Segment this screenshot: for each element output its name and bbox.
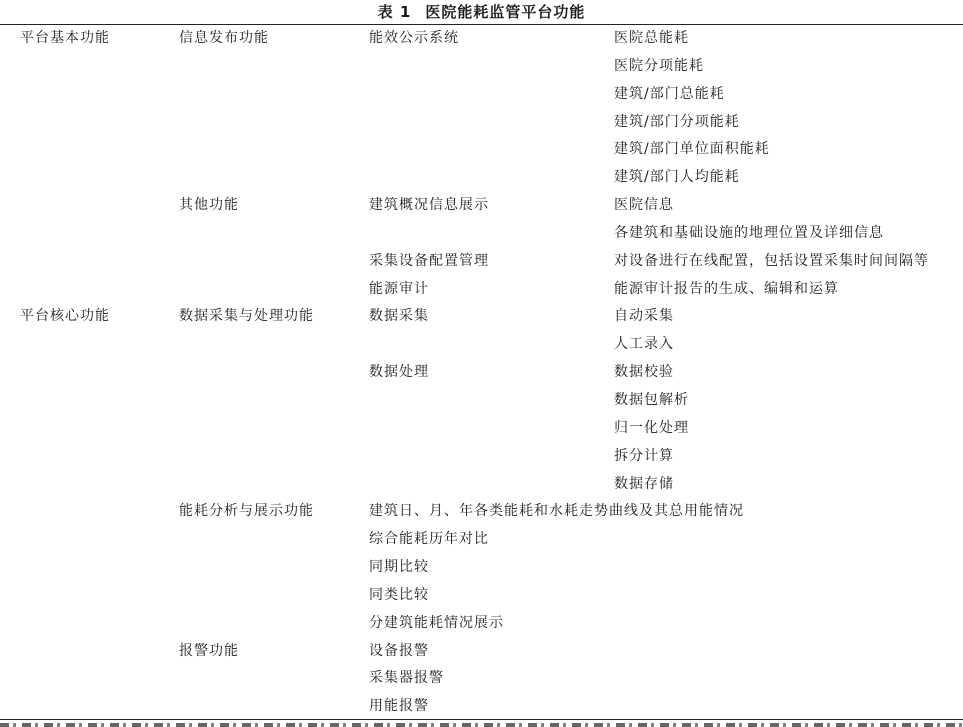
subfunction-cell: 分建筑能耗情况展示 bbox=[369, 614, 504, 631]
table-row bbox=[0, 387, 963, 415]
function-module-cell: 数据采集与处理功能 bbox=[179, 308, 314, 325]
table-row bbox=[0, 526, 963, 554]
table-row bbox=[0, 53, 963, 81]
function-module-cell bbox=[179, 53, 369, 81]
detail-item-cell: 医院分项能耗 bbox=[614, 57, 704, 74]
subfunction-cell: 设备报警 bbox=[369, 642, 429, 659]
subfunction-cell bbox=[369, 415, 614, 443]
platform-category-cell bbox=[0, 81, 179, 109]
subfunction-cell bbox=[369, 109, 614, 137]
detail-item-cell: 建筑/部门人均能耗 bbox=[614, 169, 740, 186]
platform-category-cell bbox=[0, 610, 179, 638]
table-row bbox=[0, 498, 963, 526]
platform-category-cell bbox=[0, 582, 179, 610]
function-module-cell bbox=[179, 248, 369, 276]
function-module-cell bbox=[179, 220, 369, 248]
function-module-cell bbox=[179, 693, 369, 721]
function-module-cell bbox=[179, 526, 369, 554]
function-module-cell: 报警功能 bbox=[179, 642, 239, 659]
table-row bbox=[0, 220, 963, 248]
subfunction-cell bbox=[369, 164, 614, 192]
table-row bbox=[0, 582, 963, 610]
platform-category-cell bbox=[0, 53, 179, 81]
detail-item-cell: 自动采集 bbox=[614, 308, 674, 325]
table-row bbox=[0, 248, 963, 276]
subfunction-cell: 同类比较 bbox=[369, 586, 429, 603]
function-module-cell bbox=[179, 276, 369, 304]
subfunction-cell: 同期比较 bbox=[369, 559, 429, 576]
table-number: 表 1 bbox=[377, 3, 412, 21]
platform-category-cell bbox=[0, 554, 179, 582]
detail-item-cell: 数据存储 bbox=[614, 475, 674, 492]
subfunction-cell: 能效公示系统 bbox=[369, 30, 459, 46]
detail-item-cell bbox=[614, 638, 963, 666]
table-row bbox=[0, 25, 963, 53]
platform-category-cell: 平台基本功能 bbox=[20, 30, 110, 46]
subfunction-cell bbox=[369, 443, 614, 471]
detail-item-cell bbox=[614, 554, 963, 582]
detail-item-cell bbox=[614, 582, 963, 610]
platform-category-cell bbox=[0, 415, 179, 443]
detail-item-cell: 医院总能耗 bbox=[614, 30, 689, 46]
detail-item-cell: 数据校验 bbox=[614, 364, 674, 381]
function-module-cell bbox=[179, 554, 369, 582]
platform-category-cell bbox=[0, 471, 179, 499]
detail-item-cell: 拆分计算 bbox=[614, 447, 674, 464]
subfunction-cell bbox=[369, 471, 614, 499]
detail-item-cell: 数据包解析 bbox=[614, 391, 689, 408]
table-title: 医院能耗监管平台功能 bbox=[425, 3, 586, 21]
detail-item-cell: 归一化处理 bbox=[614, 419, 689, 436]
table-caption bbox=[0, 0, 963, 24]
function-module-cell: 信息发布功能 bbox=[179, 30, 269, 46]
table-row bbox=[0, 136, 963, 164]
function-module-cell bbox=[179, 331, 369, 359]
platform-category-cell bbox=[0, 693, 179, 721]
table-row bbox=[0, 471, 963, 499]
detail-item-cell: 人工录入 bbox=[614, 336, 674, 353]
function-module-cell bbox=[179, 471, 369, 499]
subfunction-cell bbox=[369, 387, 614, 415]
subfunction-cell: 能源审计 bbox=[369, 280, 429, 297]
subfunction-cell bbox=[369, 136, 614, 164]
subfunction-cell: 综合能耗历年对比 bbox=[369, 531, 489, 548]
table-row bbox=[0, 359, 963, 387]
function-module-cell bbox=[179, 610, 369, 638]
detail-item-cell: 建筑/部门总能耗 bbox=[614, 85, 725, 102]
subfunction-cell: 建筑概况信息展示 bbox=[369, 197, 489, 214]
subfunction-cell bbox=[369, 331, 614, 359]
detail-item-cell bbox=[614, 610, 963, 638]
platform-category-cell bbox=[0, 498, 179, 526]
platform-category-cell bbox=[0, 136, 179, 164]
table-row bbox=[0, 192, 963, 220]
function-module-cell bbox=[179, 415, 369, 443]
function-module-cell bbox=[179, 443, 369, 471]
detail-item-cell bbox=[614, 693, 963, 721]
subfunction-cell bbox=[369, 81, 614, 109]
platform-category-cell bbox=[0, 526, 179, 554]
detail-item-cell bbox=[614, 665, 963, 693]
function-module-cell bbox=[179, 387, 369, 415]
table-row bbox=[0, 164, 963, 192]
function-module-cell bbox=[179, 136, 369, 164]
table-row bbox=[0, 276, 963, 304]
detail-item-cell: 各建筑和基础设施的地理位置及详细信息 bbox=[614, 224, 884, 241]
table-row bbox=[0, 554, 963, 582]
table-row bbox=[0, 610, 963, 638]
detail-item-cell: 建筑/部门单位面积能耗 bbox=[614, 141, 770, 158]
platform-category-cell bbox=[0, 331, 179, 359]
subfunction-cell: 数据处理 bbox=[369, 364, 429, 381]
cropped-next-line bbox=[0, 720, 963, 727]
platform-category-cell: 平台核心功能 bbox=[20, 308, 110, 325]
function-module-cell: 其他功能 bbox=[179, 197, 239, 214]
table-row bbox=[0, 331, 963, 359]
platform-category-cell bbox=[0, 192, 179, 220]
function-module-cell bbox=[179, 81, 369, 109]
subfunction-cell: 建筑日、月、年各类能耗和水耗走势曲线及其总用能情况 bbox=[369, 503, 744, 520]
table-row bbox=[0, 443, 963, 471]
function-module-cell bbox=[179, 109, 369, 137]
platform-category-cell bbox=[0, 276, 179, 304]
detail-item-cell: 能源审计报告的生成、编辑和运算 bbox=[614, 280, 839, 297]
subfunction-cell: 数据采集 bbox=[369, 308, 429, 325]
detail-item-cell bbox=[614, 526, 963, 554]
table-body bbox=[0, 25, 963, 721]
platform-category-cell bbox=[0, 638, 179, 666]
table-row bbox=[0, 81, 963, 109]
platform-category-cell bbox=[0, 220, 179, 248]
table-row bbox=[0, 303, 963, 331]
function-table bbox=[0, 25, 963, 721]
table-row bbox=[0, 638, 963, 666]
function-module-cell: 能耗分析与展示功能 bbox=[179, 503, 314, 520]
subfunction-cell bbox=[369, 220, 614, 248]
detail-item-cell: 对设备进行在线配置，包括设置采集时间间隔等 bbox=[614, 252, 929, 269]
platform-category-cell bbox=[0, 164, 179, 192]
subfunction-cell: 采集器报警 bbox=[369, 670, 444, 687]
subfunction-cell bbox=[369, 53, 614, 81]
platform-category-cell bbox=[0, 109, 179, 137]
platform-category-cell bbox=[0, 665, 179, 693]
platform-category-cell bbox=[0, 248, 179, 276]
table-row bbox=[0, 415, 963, 443]
table-row bbox=[0, 665, 963, 693]
platform-category-cell bbox=[0, 443, 179, 471]
table-row bbox=[0, 109, 963, 137]
table-row bbox=[0, 693, 963, 721]
platform-category-cell bbox=[0, 387, 179, 415]
function-module-cell bbox=[179, 665, 369, 693]
detail-item-cell: 医院信息 bbox=[614, 197, 674, 214]
function-module-cell bbox=[179, 164, 369, 192]
detail-item-cell: 建筑/部门分项能耗 bbox=[614, 113, 740, 130]
subfunction-cell: 用能报警 bbox=[369, 698, 429, 715]
platform-category-cell bbox=[0, 359, 179, 387]
subfunction-cell: 采集设备配置管理 bbox=[369, 252, 489, 269]
function-module-cell bbox=[179, 359, 369, 387]
function-module-cell bbox=[179, 582, 369, 610]
